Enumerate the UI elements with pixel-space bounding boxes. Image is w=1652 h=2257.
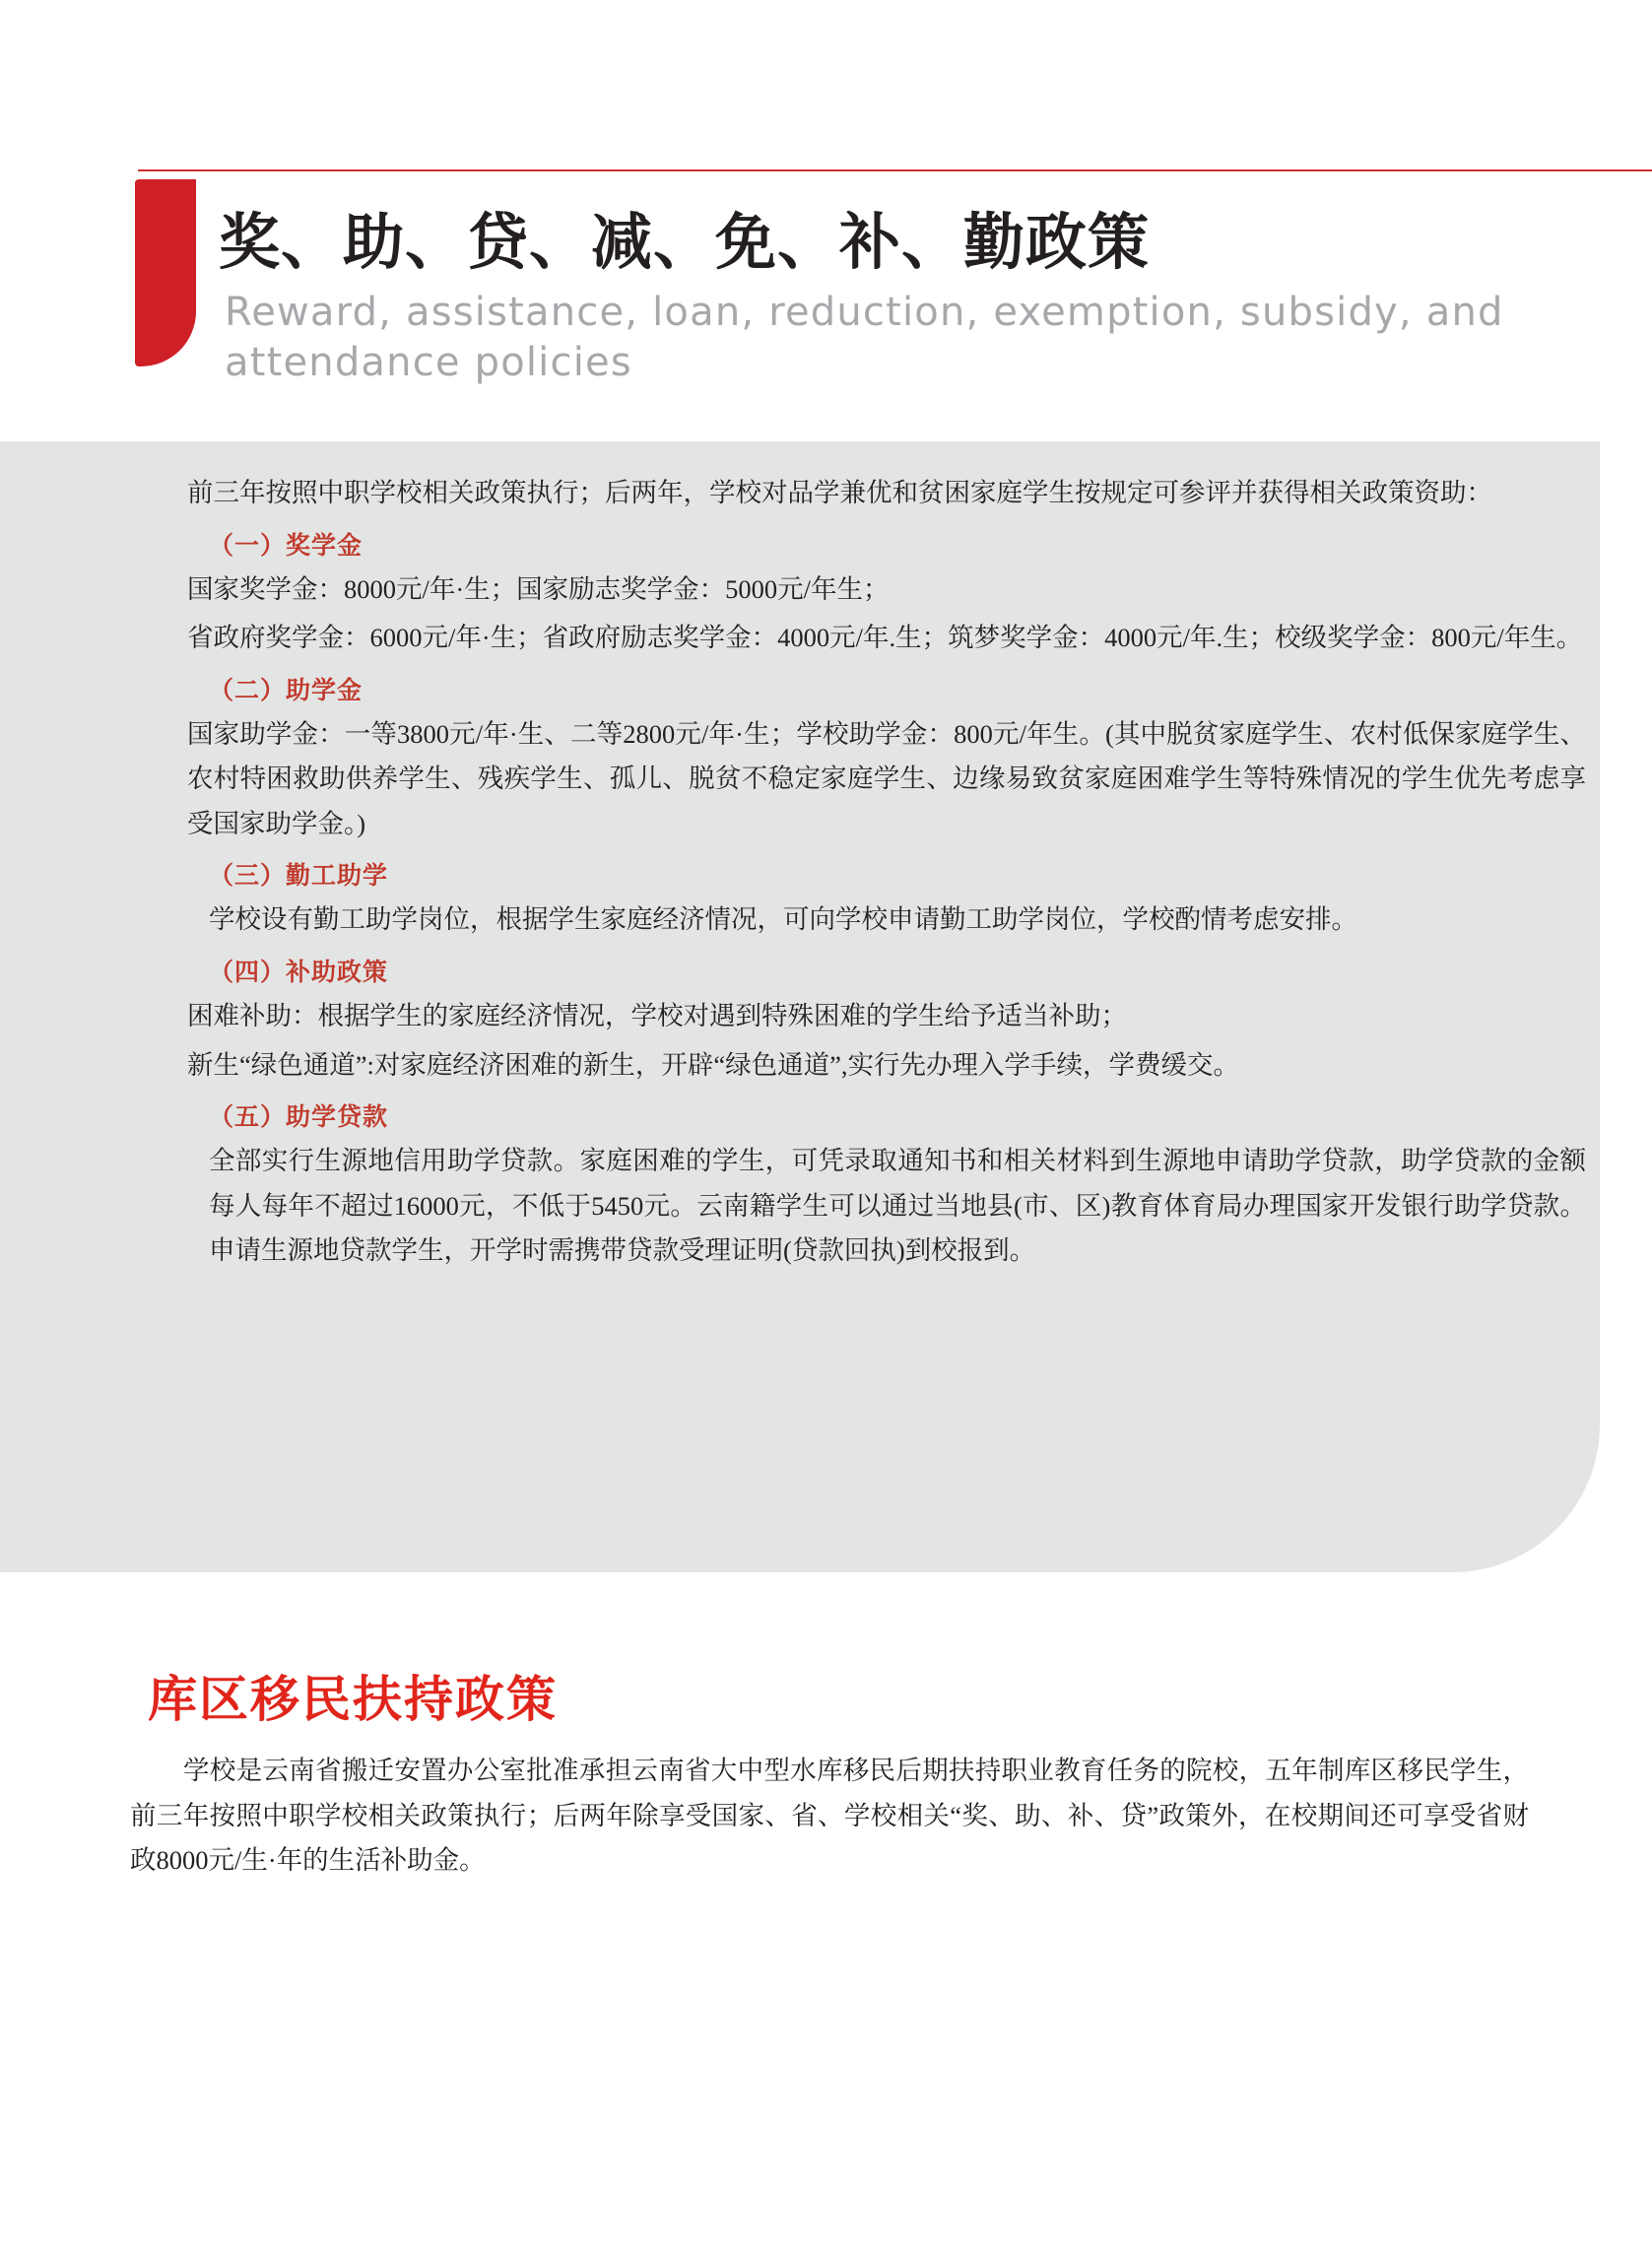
policy-paragraph: 省政府奖学金：6000元/年·生；省政府励志奖学金：4000元/年.生；筑梦奖学金：4000元/年.生；校级奖学金：800元/年生。 bbox=[187, 623, 1583, 653]
policy-content bbox=[187, 471, 1586, 1278]
policy-paragraph: 全部实行生源地信用助学贷款。家庭困难的学生，可凭录取通知书和相关材料到生源地申请助学贷款，助学贷款的金额每人每年不超过16000元，不低于5450元。云南籍学生可以通过当地县(市、区)教育体育局办理国家开发银行助学贷款。申请生源地贷款学生，开学时需携带贷款受理证明(贷款回执)到校报到。 bbox=[209, 1146, 1586, 1266]
policy-paragraph: 国家奖学金：8000元/年·生；国家励志奖学金：5000元/年生； bbox=[187, 573, 890, 604]
section-paragraph: 学校是云南省搬迁安置办公室批准承担云南省大中型水库移民后期扶持职业教育任务的院校，五年制库区移民学生，前三年按照中职学校相关政策执行；后两年除享受国家、省、学校相关“奖、助、补、贷”政策外，在校期间还可享受省财政8000元/生·年的生活补助金。 bbox=[130, 1756, 1529, 1876]
policy-heading-scholarship: （一）奖学金 bbox=[209, 530, 363, 560]
policy-heading-work-study: （三）勤工助学 bbox=[209, 861, 389, 891]
page-title: 奖、助、贷、减、免、补、勤政策 bbox=[219, 206, 1151, 278]
policy-panel bbox=[0, 441, 1600, 1572]
policy-heading-grant: （二）助学金 bbox=[209, 675, 363, 704]
policy-heading-subsidy: （四）补助政策 bbox=[209, 958, 389, 987]
policy-paragraph: 新生“绿色通道”:对家庭经济困难的新生，开辟“绿色通道”,实行先办理入学手续，学费缓交。 bbox=[187, 1049, 1240, 1080]
section-title-reservoir-migrant-policy: 库区移民扶持政策 bbox=[148, 1671, 558, 1728]
policy-intro: 前三年按照中职学校相关政策执行；后两年，学校对品学兼优和贫困家庭学生按规定可参评并获得相关政策资助： bbox=[187, 478, 1492, 507]
page-header bbox=[0, 0, 1652, 433]
header-divider bbox=[138, 169, 1652, 171]
section-body-reservoir-migrant-policy bbox=[130, 1749, 1529, 1884]
policy-heading-loan: （五）助学贷款 bbox=[209, 1102, 389, 1132]
page-subtitle: Reward, assistance, loan, reduction, exemption, subsidy, and attendance policies bbox=[225, 290, 1504, 386]
header-accent-mark bbox=[135, 179, 196, 366]
policy-paragraph: 困难补助：根据学生的家庭经济情况，学校对遇到特殊困难的学生给予适当补助； bbox=[187, 1001, 1127, 1031]
policy-paragraph: 国家助学金：一等3800元/年·生、二等2800元/年·生；学校助学金：800元/年生。(其中脱贫家庭学生、农村低保家庭学生、农村特困救助供养学生、残疾学生、孤儿、脱贫不稳定家庭学生、边缘易致贫家庭困难学生等特殊情况的学生优先考虑享受国家助学金。) bbox=[187, 718, 1586, 838]
policy-paragraph: 学校设有勤工助学岗位，根据学生家庭经济情况，可向学校申请勤工助学岗位，学校酌情考虑安排。 bbox=[209, 904, 1357, 935]
